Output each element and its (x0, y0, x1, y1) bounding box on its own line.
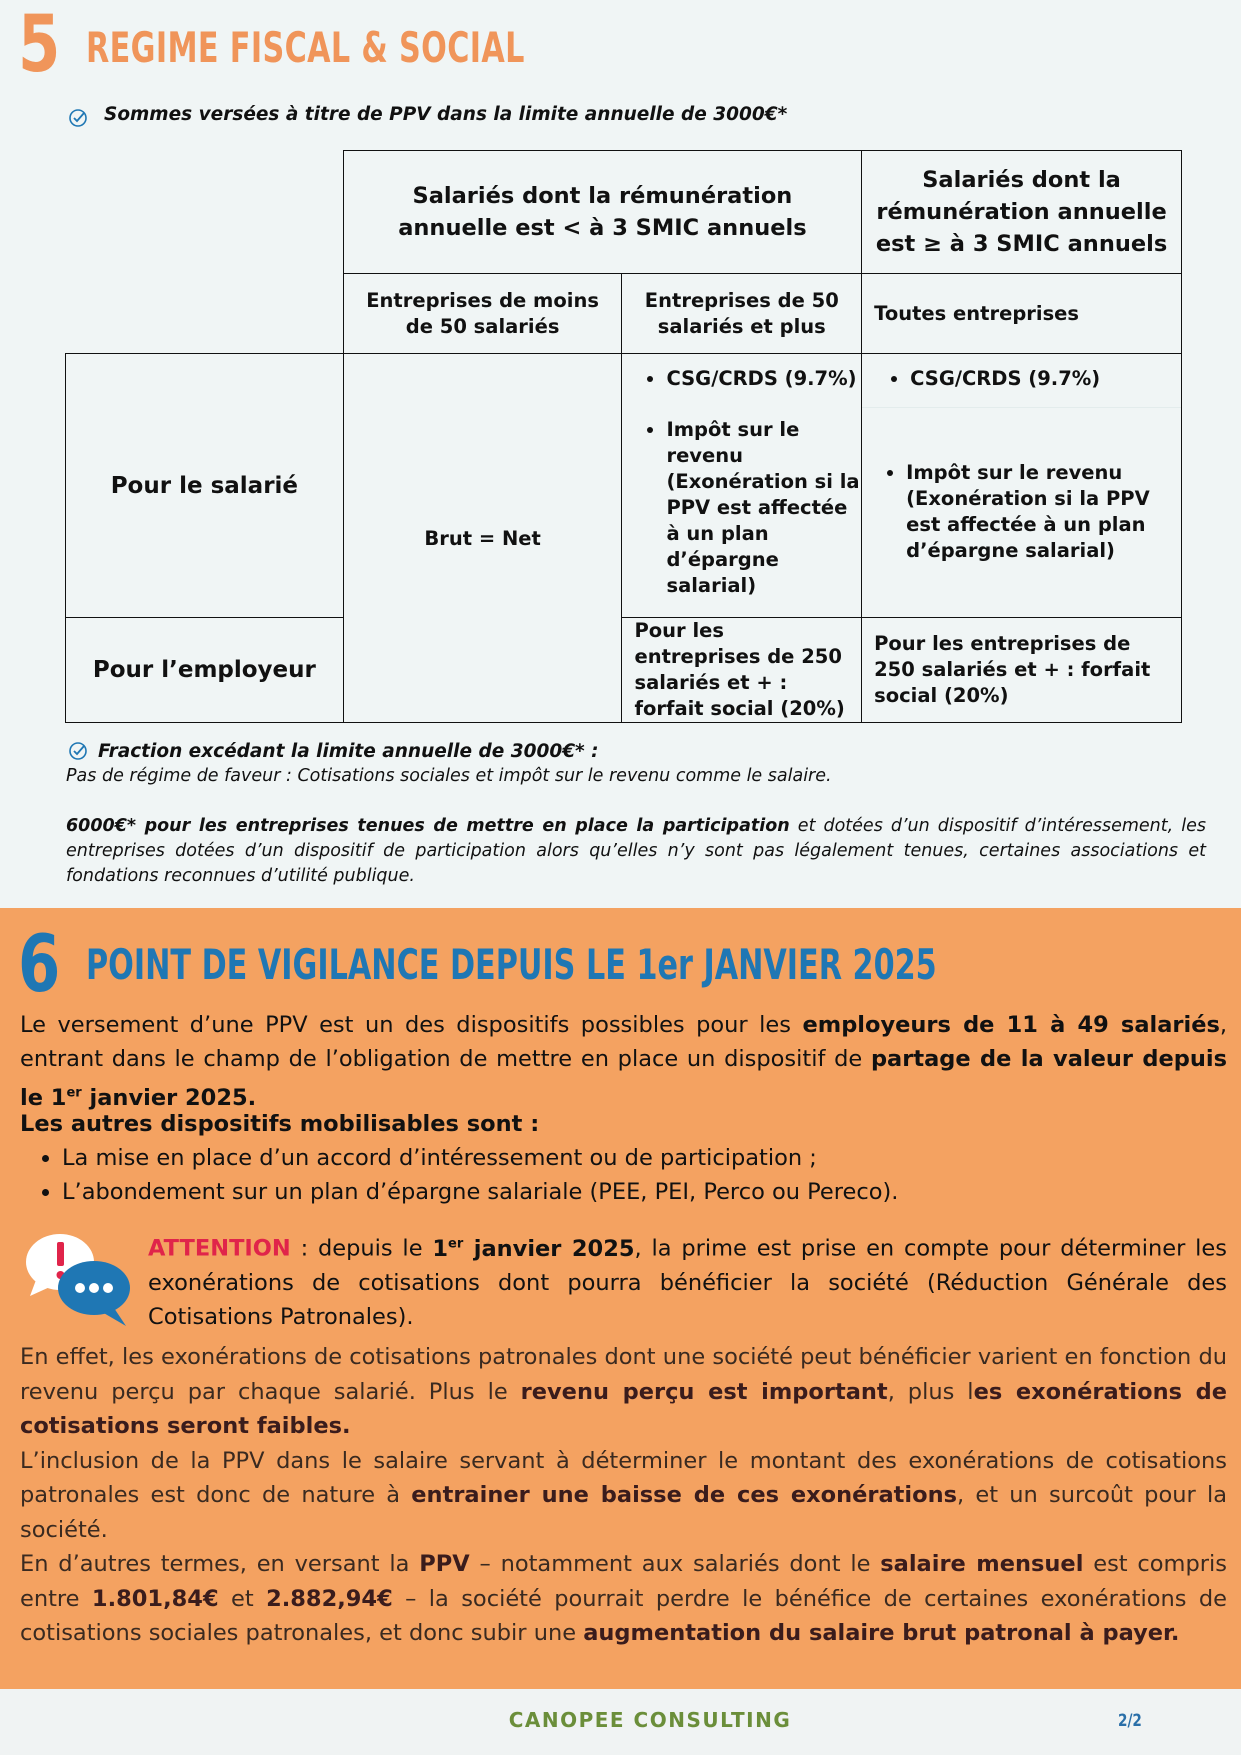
list-item: • Impôt sur le revenu (Exonération si la PPV est affectée à un plan d’épargne salarial) (906, 460, 1181, 564)
footer (0, 1689, 1241, 1755)
intro-paragraph: Le versement d’une PPV est un des dispositifs possibles pour les employeurs de 11 à 49 salariés, entrant dans le champ de l’obligation de mettre en place un dispositif de partage de la valeur depuis le 1er janvier 2025. (20, 1012, 1228, 1112)
other-terms-paragraph: En d’autres termes, en versant la PPV – notamment aux salariés dont le salaire mensuel est compris entre 1.801,84€ et 2.882,94€ – la société pourrait perdre le bénéfice de certaines exonérations de cotisations sociales patronales, et donc subir une augmentation du salaire brut patronal à payer. (20, 1551, 1227, 1646)
list-item: • Impôt sur le revenu (Exonération si la PPV est affectée à un plan d’épargne salarial) (666, 417, 861, 599)
attention-label: ATTENTION (148, 1235, 291, 1262)
list-item: • La mise en place d’un accord d’intéressement ou de participation ; (62, 1141, 898, 1175)
employeur-all-cell: Pour les entreprises de 250 salariés et + : forfait social (20%) (862, 618, 1182, 723)
chat-bubbles-icon (22, 1230, 134, 1330)
list-item: • CSG/CRDS (9.7%) (666, 366, 861, 392)
section-5-number: 5 (18, 0, 61, 90)
list-item: • CSG/CRDS (9.7%) (910, 366, 1181, 392)
effect-paragraph: En effet, les exonérations de cotisations patronales dont une société peut bénéficier varient en fonction du revenu perçu par chaque salarié. Plus le revenu perçu est important, plus les exonérations de cotisations seront faibles. (20, 1344, 1228, 1439)
explanation-paragraphs (20, 1340, 1227, 1651)
salarie-all-cell (862, 354, 1182, 618)
list-item: • L’abondement sur un plan d’épargne salariale (PEE, PEI, Perco ou Pereco). (62, 1175, 898, 1209)
check-circle-icon (68, 108, 88, 128)
header-under-3-smic: Salariés dont la rémunération annuelle est < à 3 SMIC annuels (343, 151, 861, 274)
subheader-under-50: Entreprises de moins de 50 salariés (343, 274, 622, 354)
subheader-all: Toutes entreprises (862, 274, 1182, 354)
section-6 (0, 908, 1241, 1689)
header-over-3-smic: Salariés dont la rémunération annuelle est ≥ à 3 SMIC annuels (862, 151, 1182, 274)
page-number: 2/2 (1118, 1711, 1142, 1731)
ppv-limit-heading: Sommes versées à titre de PPV dans la limite annuelle de 3000€* (104, 104, 788, 125)
check-circle-icon (68, 741, 88, 761)
attention-paragraph: ATTENTION : depuis le 1er janvier 2025, la prime est prise en compte pour déterminer les exonérations de cotisations dont pourra bénéficier la société (Réduction Générale des Cotisations Patronales). (148, 1235, 1228, 1331)
other-devices-heading: Les autres dispositifs mobilisables sont : (20, 1111, 540, 1137)
employeur-50-plus-cell: Pour les entreprises de 250 salariés et + : forfait social (20%) (622, 618, 862, 723)
section-6-number: 6 (18, 920, 61, 1010)
tax-table (65, 150, 1182, 723)
section-6-title: POINT DE VIGILANCE DEPUIS LE 1er JANVIER 2025 (86, 940, 937, 989)
brut-net-cell: Brut = Net (343, 354, 622, 723)
salarie-50-plus-cell (622, 354, 862, 618)
inclusion-paragraph: L’inclusion de la PPV dans le salaire servant à déterminer le montant des exonérations de cotisations patronales est donc de nature à entrainer une baisse de ces exonérations, et un surcoût pour la société. (20, 1447, 1227, 1543)
section-5-title: REGIME FISCAL & SOCIAL (86, 23, 525, 72)
row-employeur-label: Pour l’employeur (66, 618, 344, 723)
brand-name: CANOPEE CONSULTING (508, 1708, 792, 1732)
footnote: 6000€* pour les entreprises tenues de mettre en place la participation et dotées d’un dispositif d’intéressement, les entreprises dotées d’un dispositif de participation alors qu’elles n’y sont pas légalement tenues, certaines associations et fondations reconnues d’utilité publique. (66, 816, 1206, 886)
devices-list (20, 1141, 898, 1209)
fraction-text: Pas de régime de faveur : Cotisations sociales et impôt sur le revenu comme le salaire. (66, 766, 832, 786)
fraction-heading: Fraction excédant la limite annuelle de 3000€* : (98, 741, 599, 762)
subheader-50-plus: Entreprises de 50 salariés et plus (622, 274, 862, 354)
row-salarie-label: Pour le salarié (66, 354, 344, 618)
